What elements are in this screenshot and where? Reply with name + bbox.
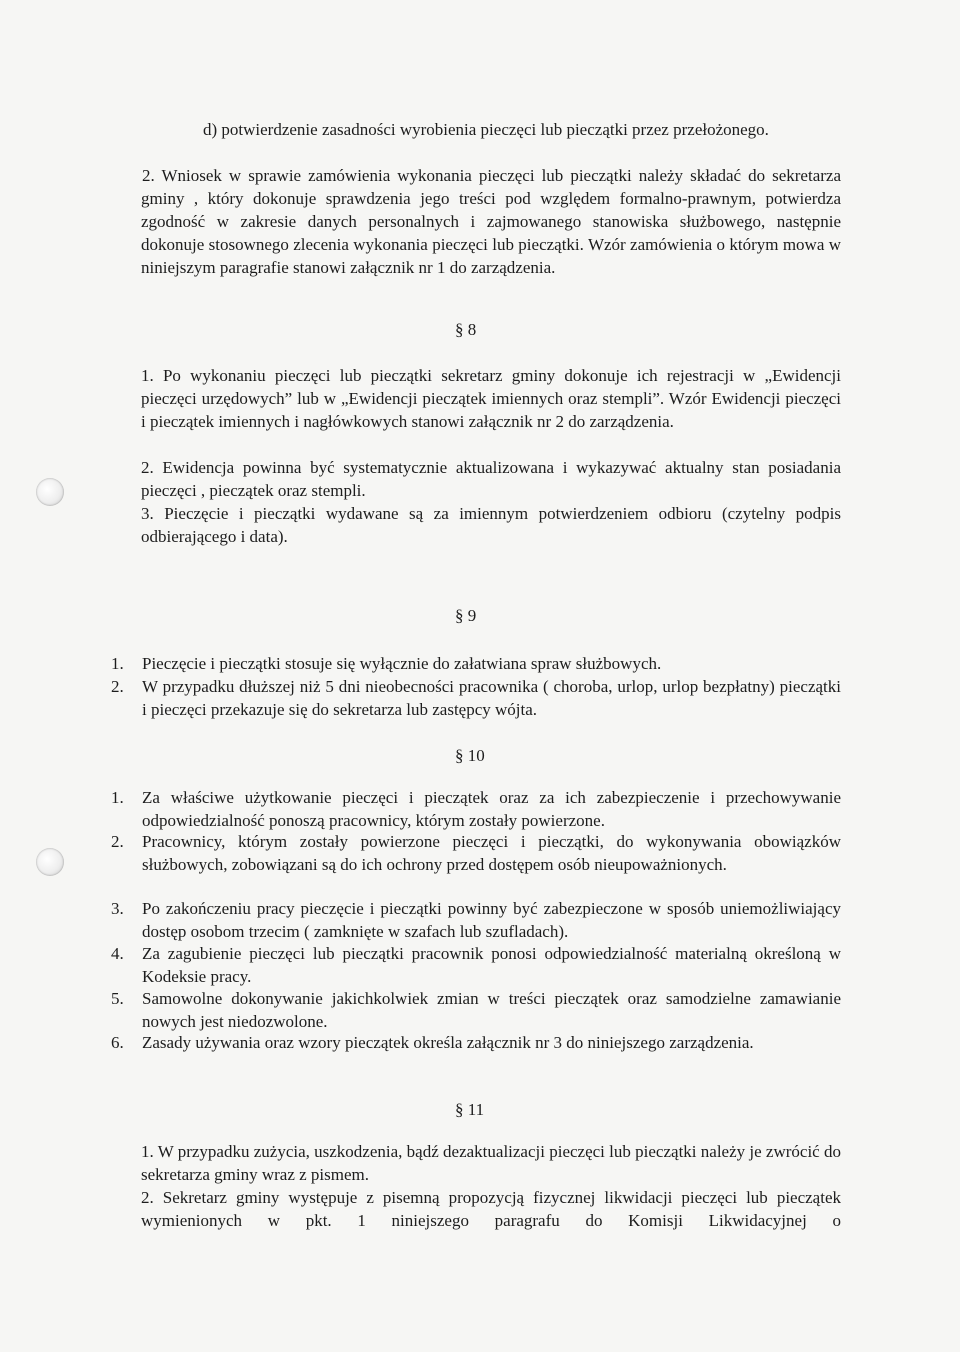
list-item <box>111 786 841 832</box>
paragraph-8-1: 1. Po wykonaniu pieczęci lub pieczątki sekretarz gminy dokonuje ich rejestracji w „Ewidencji pieczęci urzędowych” lub w „Ewidencji pieczątek imiennych oraz stempli”. Wzór Ewidencji pieczęci i pieczątek imiennych i nagłówkowych stanowi załącznik nr 2 do zarządzenia. <box>141 366 841 431</box>
item-number: 2. <box>111 832 124 851</box>
item-text: Samowolne dokonywanie jakichkolwiek zmian w treści pieczątek oraz samodzielne zamawianie nowych jest niedozwolone. <box>142 989 841 1031</box>
item-number: 1. <box>111 654 124 673</box>
list-item <box>111 1031 841 1054</box>
list-item <box>111 987 841 1033</box>
section-heading-8: § 8 <box>455 320 477 339</box>
paragraph-8-2: 2. Ewidencja powinna być systematycznie aktualizowana i wykazywać aktualny stan posiadania pieczęci , pieczątek oraz stempli. <box>141 458 841 500</box>
section-heading-10: § 10 <box>455 746 485 765</box>
paragraph-wniosek: 2. Wniosek w sprawie zamówienia wykonania pieczęci lub pieczątki należy składać do sekretarza gminy , który dokonuje sprawdzenia jego treści pod względem formalno-prawnym, potwierdza zgodność w zakresie danych personalnych i zajmowanego stanowiska służbowego, następnie dokonuje stosownego zlecenia wykonania pieczęci lub pieczątki. Wzór zamówienia o którym mowa w niniejszym paragrafie stanowi załącznik nr 1 do zarządzenia. <box>141 166 841 277</box>
list-item <box>111 652 841 675</box>
section-heading-11: § 11 <box>455 1100 485 1119</box>
section-heading-9: § 9 <box>455 606 477 625</box>
item-text: Pracownicy, którym zostały powierzone pieczęci i pieczątki, do wykonywania obowiązków służbowych, zobowiązani są do ich ochrony przed dostępem osób nieupoważnionych. <box>142 832 841 874</box>
item-text: Pieczęcie i pieczątki stosuje się wyłącznie do załatwiana spraw służbowych. <box>142 654 662 673</box>
item-text: Po zakończeniu pracy pieczęcie i pieczątki powinny być zabezpieczone w sposób uniemożliwiający dostęp osobom trzecim ( zamknięte w szafach lub szufladach). <box>142 899 841 941</box>
item-number: 5. <box>111 989 124 1008</box>
paragraph-11-2: 2. Sekretarz gminy występuje z pisemną propozycją fizycznej likwidacji pieczęci lub pieczątek wymienionych w pkt. 1 niniejszego paragrafu do Komisji Likwidacyjnej o <box>141 1188 841 1230</box>
item-text: Za właściwe użytkowanie pieczęci i pieczątek oraz za ich zabezpieczenie i przechowywanie odpowiedzialność ponoszą pracownicy, którym zostały powierzone. <box>142 788 841 830</box>
item-text: Zasady używania oraz wzory pieczątek określa załącznik nr 3 do niniejszego zarządzenia. <box>142 1033 754 1052</box>
item-number: 4. <box>111 944 124 963</box>
list-item <box>111 675 841 721</box>
item-text: Za zagubienie pieczęci lub pieczątki pracownik ponosi odpowiedzialność materialną określoną w Kodeksie pracy. <box>142 944 841 986</box>
paragraph-text: d) potwierdzenie zasadności wyrobienia pieczęci lub pieczątki przez przełożonego. <box>203 120 769 139</box>
item-text: W przypadku dłuższej niż 5 dni nieobecności pracownika ( choroba, urlop, urlop bezpłatny) pieczątki i pieczęci przekazuje się do sekretarza lub zastępcy wójta. <box>142 677 841 719</box>
item-number: 6. <box>111 1033 124 1052</box>
item-number: 3. <box>111 899 124 918</box>
paragraph-8-3: 3. Pieczęcie i pieczątki wydawane są za imiennym potwierdzeniem odbioru (czytelny podpis odbierającego i data). <box>141 504 841 546</box>
list-item <box>111 830 841 899</box>
item-number: 1. <box>111 788 124 807</box>
paragraph-11-1: 1. W przypadku zużycia, uszkodzenia, bądź dezaktualizacji pieczęci lub pieczątki należy je zwrócić do sekretarza gminy wraz z pismem. <box>141 1142 841 1184</box>
punch-hole <box>36 478 64 506</box>
list-item <box>111 942 841 988</box>
punch-hole <box>36 848 64 876</box>
list-item <box>111 897 841 943</box>
item-number: 2. <box>111 677 124 696</box>
